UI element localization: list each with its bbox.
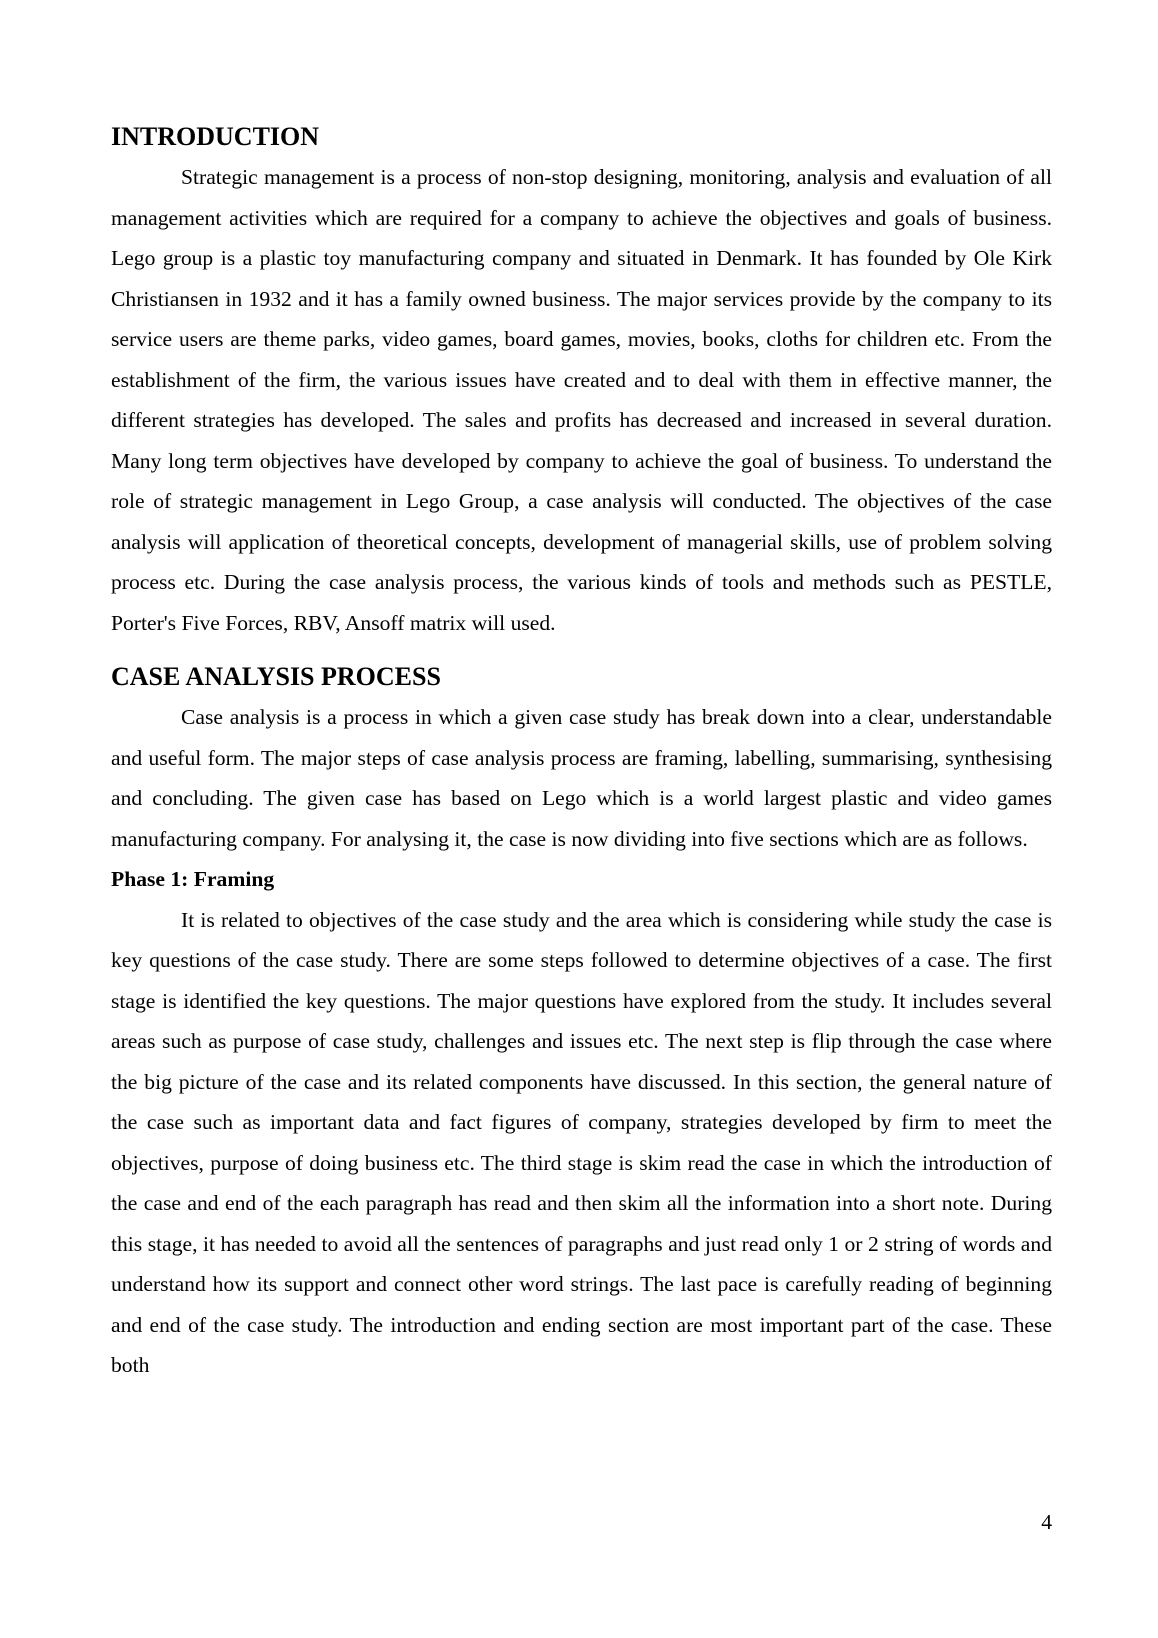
phase-1-paragraph: It is related to objectives of the case study and the area which is considering while study the case is key questions of the case study. There are some steps followed to determine objectives of a case. The first stage is identified the key questions. The major questions have explored from the study. It includes several areas such as purpose of case study, challenges and issues etc. The next step is flip through the case where the big picture of the case and its related components have discussed. In this section, the general nature of the case such as important data and fact figures of company, strategies developed by firm to meet the objectives, purpose of doing business etc. The third stage is skim read the case in which the introduction of the case and end of the each paragraph has read and then skim all the information into a short note. During this stage, it has needed to avoid all the sentences of paragraphs and just read only 1 or 2 string of words and understand how its support and connect other word strings. The last pace is carefully reading of beginning and end of the case study. The introduction and ending section are most important part of the case. These both [111, 907, 1052, 1377]
introduction-heading: INTRODUCTION [111, 122, 320, 151]
page-number: 4 [1041, 1510, 1052, 1534]
case-analysis-process-heading: CASE ANALYSIS PROCESS [111, 662, 441, 691]
phase-1-heading: Phase 1: Framing [111, 867, 275, 891]
section-spacer [111, 643, 1052, 657]
introduction-paragraph: Strategic management is a process of non-stop designing, monitoring, analysis and evaluation of all management activities which are required for a company to achieve the objectives and goals of business. Lego group is a plastic toy manufacturing company and situated in Denmark. It has founded by Ole Kirk Christiansen in 1932 and it has a family owned business. The major services provide by the company to its service users are theme parks, video games, board games, movies, books, cloths for children etc. From the establishment of the firm, the various issues have created and to deal with them in effective manner, the different strategies has developed. The sales and profits has decreased and increased in several duration. Many long term objectives have developed by company to achieve the goal of business. To understand the role of strategic management in Lego Group, a case analysis will conducted. The objectives of the case analysis will application of theoretical concepts, development of managerial skills, use of problem solving process etc. During the case analysis process, the various kinds of tools and methods such as PESTLE, Porter's Five Forces, RBV, Ansoff matrix will used. [111, 165, 1052, 635]
page-content [111, 117, 1052, 1386]
case-analysis-process-paragraph: Case analysis is a process in which a given case study has break down into a clear, understandable and useful form. The major steps of case analysis process are framing, labelling, summarising, synthesising and concluding. The given case has based on Lego which is a world largest plastic and video games manufacturing company. For analysing it, the case is now dividing into five sections which are as follows. [111, 705, 1052, 851]
